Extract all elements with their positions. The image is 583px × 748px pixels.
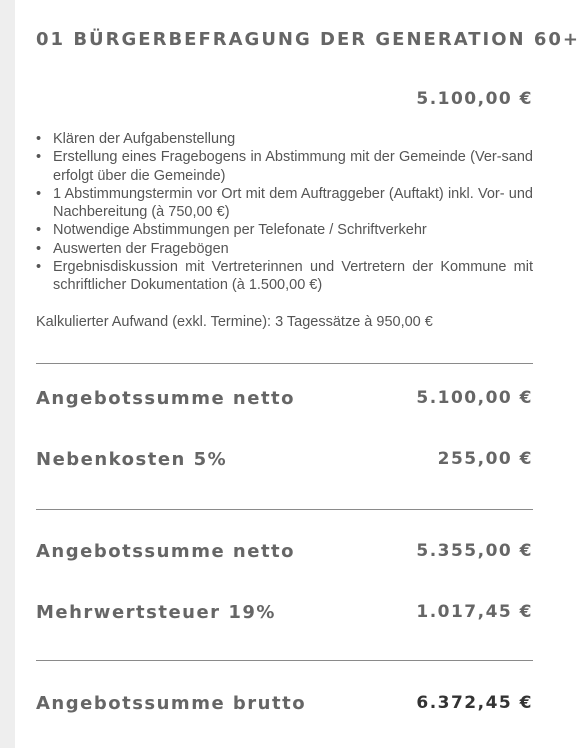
row-value: 1.017,45 € <box>416 602 533 622</box>
row-label: Angebotssumme brutto <box>36 693 307 714</box>
list-item: • Erstellung eines Fragebogens in Abstimmung mit der Gemeinde (Ver-sand erfolgt über die Gemeinde) <box>36 148 533 185</box>
row-label: Mehrwertsteuer 19% <box>36 602 276 623</box>
row-value: 5.355,00 € <box>416 541 533 561</box>
total-value: 6.372,45 € <box>416 693 533 713</box>
list-item: • Notwendige Abstimmungen per Telefonate / Schriftverkehr <box>36 221 533 239</box>
row-value: 255,00 € <box>437 449 533 469</box>
summary-row-gross <box>36 693 533 717</box>
row-label: Angebotssumme netto <box>36 388 296 409</box>
summary-row-net-incl-costs <box>36 541 533 565</box>
left-margin-strip <box>0 0 15 748</box>
section-price: 5.100,00 € <box>416 89 533 109</box>
list-item: • 1 Abstimmungstermin vor Ort mit dem Auftraggeber (Auftakt) inkl. Vor- und Nachbereitung (à 750,00 €) <box>36 185 533 222</box>
row-value: 5.100,00 € <box>416 388 533 408</box>
list-item: • Ergebnisdiskussion mit Vertreterinnen und Vertretern der Kommune mit schriftlicher Dokumentation (à 1.500,00 €) <box>36 258 533 295</box>
row-label: Nebenkosten 5% <box>36 449 228 470</box>
divider <box>36 509 533 510</box>
task-list <box>36 130 533 295</box>
effort-note: Kalkulierter Aufwand (exkl. Termine): 3 Tagessätze à 950,00 € <box>36 314 433 330</box>
list-item: • Auswerten der Fragebögen <box>36 240 533 258</box>
list-item: • Klären der Aufgabenstellung <box>36 130 533 148</box>
divider <box>36 660 533 661</box>
summary-row-vat <box>36 602 533 626</box>
section-title: 01 BÜRGERBEFRAGUNG DER GENERATION 60+ <box>36 29 580 50</box>
divider <box>36 363 533 364</box>
summary-row-extra-costs <box>36 449 533 473</box>
row-label: Angebotssumme netto <box>36 541 296 562</box>
summary-row-net <box>36 388 533 412</box>
